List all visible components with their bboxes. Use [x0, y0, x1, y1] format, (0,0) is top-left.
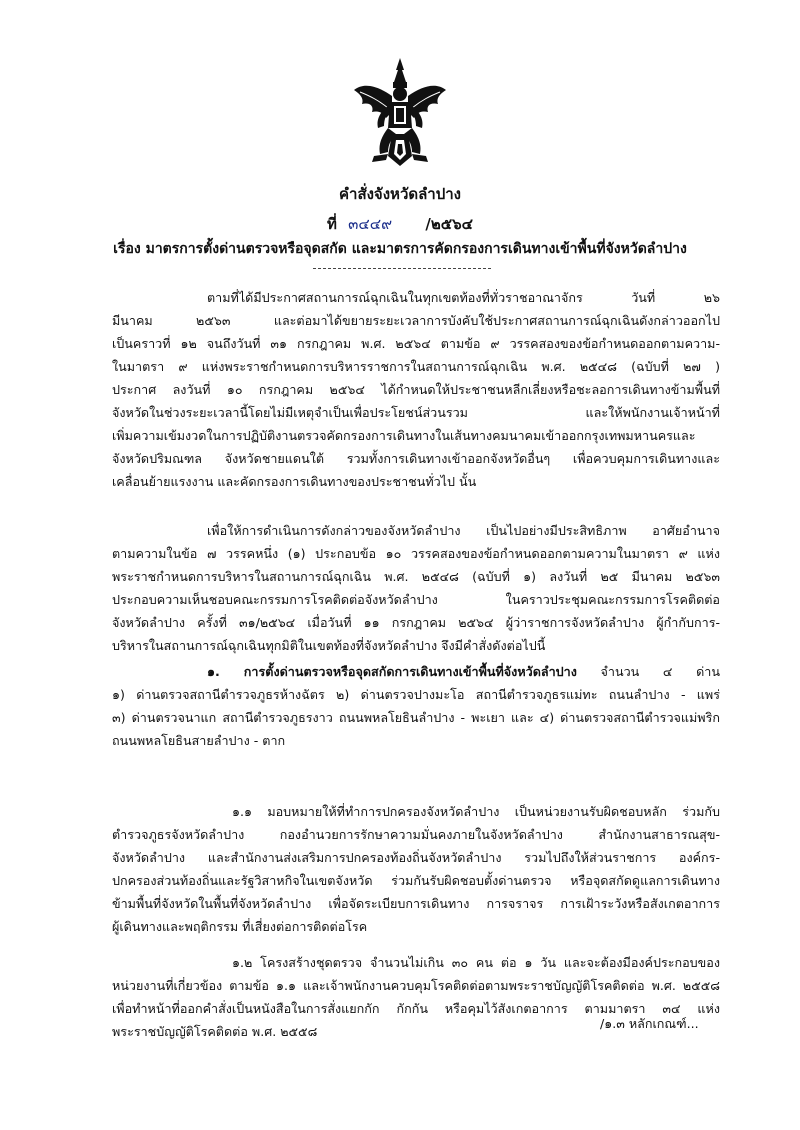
paragraph-line: เพิ่มความเข้มงวดในการปฏิบัติงานตรวจคัดกรองการเดินทางในเส้นทางคมนาคมเข้าออกกรุงเทพมหานครและ: [112, 428, 696, 443]
paragraph-line: จังหวัดลำปาง และสำนักงานส่งเสริมการปกครองท้องถิ่นจังหวัดลำปาง รวมไปถึงให้ส่วนราชการ องค์กร-: [112, 850, 720, 865]
paragraph-line: หน่วยงานที่เกี่ยวข้อง ตามข้อ ๑.๑ และเจ้าพนักงานควบคุมโรคติดต่อตามพระราชบัญญัติโรคติดต่อ พ.ศ. ๒๕๕๘: [112, 978, 720, 993]
paragraph-line: ประกาศ ลงวันที่ ๑๐ กรกฎาคม ๒๕๖๔ ได้กำหนดให้ประชาชนหลีกเลี่ยงหรือชะลอการเดินทางข้ามพื้นที่: [112, 382, 720, 397]
paragraph-line: พระราชกำหนดการบริหารในสถานการณ์ฉุกเฉิน พ.ศ. ๒๕๔๘ (ฉบับที่ ๑) ลงวันที่ ๒๕ มีนาคม ๒๕๖๓: [112, 569, 720, 584]
paragraph-line: ๑.๒ โครงสร้างชุดตรวจ จำนวนไม่เกิน ๓๐ คน ต่อ ๑ วัน และจะต้องมีองค์ประกอบของ: [232, 955, 720, 970]
paragraph-line: ถนนพหลโยธินสายลำปาง - ตาก: [112, 733, 286, 748]
section-1: [112, 660, 720, 752]
paragraph-line: พระราชบัญญัติโรคติดต่อ พ.ศ. ๒๕๕๘: [112, 1024, 318, 1039]
title-divider: [313, 268, 491, 269]
paragraph-line: จังหวัดในช่วงระยะเวลานี้โดยไม่มีเหตุจำเป็นเพื่อประโยชน์ส่วนรวม และให้พนักงานเจ้าหน้าที่: [112, 405, 720, 420]
paragraph-line: ตามความในข้อ ๗ วรรคหนึ่ง (๑) ประกอบข้อ ๑๐ วรรคสองของข้อกำหนดออกตามความในมาตรา ๙ แห่ง: [112, 546, 720, 561]
paragraph-line: เพื่อให้การดำเนินการดังกล่าวของจังหวัดลำปาง เป็นไปอย่างมีประสิทธิภาพ อาศัยอำนาจ: [207, 523, 720, 538]
paragraph-line: ๓) ด่านตรวจนาแก สถานีตำรวจภูธรงาว ถนนพหลโยธินลำปาง - พะเยา และ ๔) ด่านตรวจสถานีตำรวจแม่พริก: [112, 710, 720, 725]
paragraph-background: [112, 286, 720, 493]
paragraph-authority: [112, 519, 720, 657]
paragraph-line: ๑.๑ มอบหมายให้ที่ทำการปกครองจังหวัดลำปาง เป็นหน่วยงานรับผิดชอบหลัก ร่วมกับ: [232, 804, 720, 819]
order-number: ๓๔๔๙: [348, 215, 393, 233]
order-number-line: [0, 212, 800, 236]
paragraph-line: จังหวัดลำปาง ครั้งที่ ๓๑/๒๕๖๔ เมื่อวันที่ ๑๑ กรกฎาคม ๒๕๖๔ ผู้ว่าราชการจังหวัดลำปาง ผู้กำกับการ-: [112, 615, 720, 630]
section-1-heading-line: [112, 660, 720, 683]
order-year: /๒๕๖๔: [425, 215, 473, 233]
paragraph-line: เคลื่อนย้ายแรงงาน และคัดกรองการเดินทางของประชาชนทั่วไป นั้น: [112, 474, 477, 489]
document-title: คำสั่งจังหวัดลำปาง: [339, 185, 461, 203]
section-1-1: [112, 800, 720, 938]
paragraph-line: ข้ามพื้นที่จังหวัดในพื้นที่จังหวัดลำปาง เพื่อจัดระเบียบการเดินทาง การจราจร การเฝ้าระวังหรือสังเกตอาการ: [112, 896, 720, 911]
paragraph-line: มีนาคม ๒๕๖๓ และต่อมาได้ขยายระยะเวลาการบังคับใช้ประกาศสถานการณ์ฉุกเฉินดังกล่าวออกไป: [112, 313, 720, 328]
paragraph-line: ประกอบความเห็นชอบคณะกรรมการโรคติดต่อจังหวัดลำปาง ในคราวประชุมคณะกรรมการโรคติดต่อ: [112, 592, 720, 607]
paragraph-line: ผู้เดินทางและพฤติกรรม ที่เสี่ยงต่อการติดต่อโรค: [112, 919, 368, 934]
paragraph-line: จังหวัดปริมณฑล จังหวัดชายแดนใต้ รวมทั้งการเดินทางเข้าออกจังหวัดอื่นๆ เพื่อควบคุมการเดินทางและ: [112, 451, 720, 466]
paragraph-line: บริหารในสถานการณ์ฉุกเฉินทุกมิติในเขตท้องที่จังหวัดลำปาง จึงมีคำสั่งดังต่อไปนี้: [112, 638, 546, 653]
paragraph-line: ตามที่ได้มีประกาศสถานการณ์ฉุกเฉินในทุกเขตท้องที่ทั่วราชอาณาจักร วันที่ ๒๖: [207, 290, 720, 305]
paragraph-line: ๑) ด่านตรวจสถานีตำรวจภูธรห้างฉัตร ๒) ด่านตรวจปางมะโอ สถานีตำรวจภูธรแม่ทะ ถนนลำปาง - แพร่: [112, 687, 720, 702]
document-subject: เรื่อง มาตรการตั้งด่านตรวจหรือจุดสกัด และมาตรการคัดกรองการเดินทางเข้าพื้นที่จังหวัดลำปาง: [113, 241, 687, 257]
section-1-heading-tail: จำนวน ๔ ด่าน: [576, 664, 720, 679]
order-prefix: ที่: [327, 215, 337, 233]
paragraph-line: ในมาตรา ๙ แห่งพระราชกำหนดการบริหารราชการในสถานการณ์ฉุกเฉิน พ.ศ. ๒๕๔๘ (ฉบับที่ ๒๗ ): [112, 359, 720, 374]
paragraph-line: เพื่อทำหน้าที่ออกคำสั่งเป็นหนังสือในการสั่งแยกกัก กักกัน หรือคุมไว้สังเกตอาการ ตามมาตรา ๓๔ แห่ง: [112, 1001, 720, 1016]
continuation-note: /๑.๓ หลักเกณฑ์...: [600, 1016, 699, 1031]
section-1-heading: ๑. การตั้งด่านตรวจหรือจุดสกัดการเดินทางเข้าพื้นที่จังหวัดลำปาง: [207, 664, 577, 679]
paragraph-line: เป็นคราวที่ ๑๒ จนถึงวันที่ ๓๑ กรกฎาคม พ.ศ. ๒๕๖๔ ตามข้อ ๙ วรรคสองของข้อกำหนดออกตามความ-: [112, 336, 720, 351]
paragraph-line: ตำรวจภูธรจังหวัดลำปาง กองอำนวยการรักษาความมั่นคงภายในจังหวัดลำปาง สำนักงานสาธารณสุข-: [112, 827, 720, 842]
garuda-emblem-icon: [352, 56, 448, 168]
paragraph-line: ปกครองส่วนท้องถิ่นและรัฐวิสาหกิจในเขตจังหวัด ร่วมกันรับผิดชอบตั้งด่านตรวจ หรือจุดสกัดดูแลการเดินทาง: [112, 873, 720, 888]
